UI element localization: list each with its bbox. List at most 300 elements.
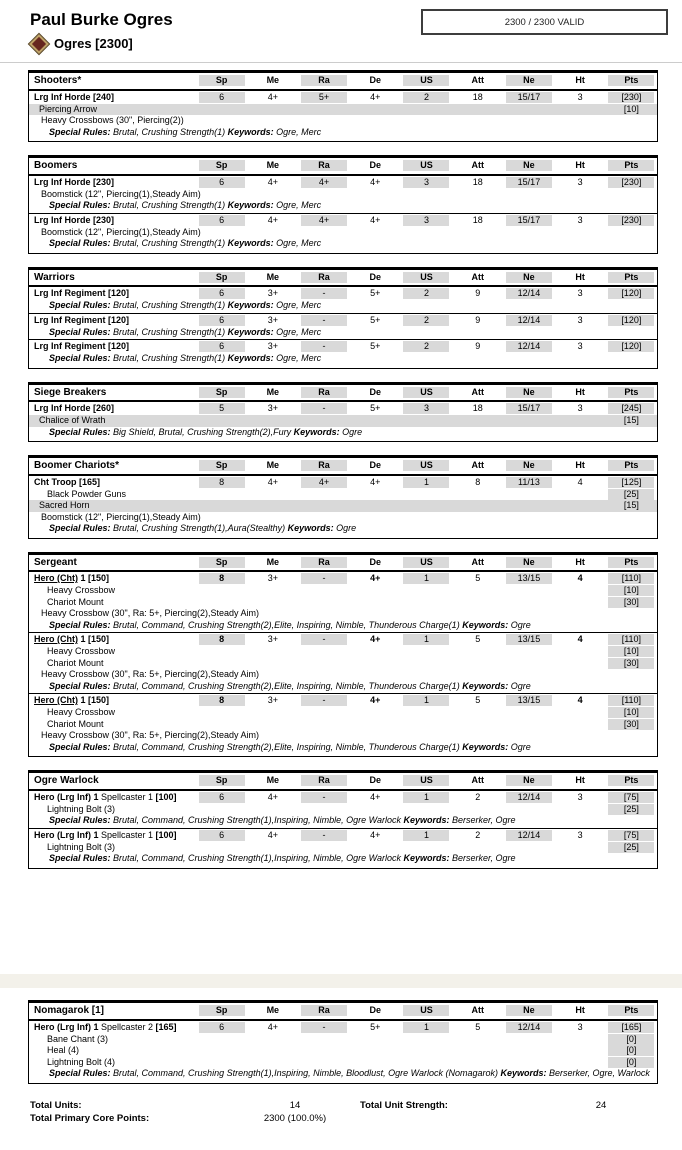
special-rules-row	[29, 127, 657, 140]
column-header	[555, 775, 606, 787]
stat-cell	[247, 573, 298, 585]
total-strength-value: 24	[595, 1100, 607, 1111]
weapon-text: Heavy Crossbows (30", Piercing(2))	[41, 115, 184, 125]
column-header	[298, 387, 349, 399]
column-header	[401, 1005, 452, 1017]
stat-cell	[452, 792, 503, 804]
points-cell	[606, 489, 657, 501]
unit-name	[29, 92, 196, 104]
column-header	[196, 1005, 247, 1017]
stat-value: Att	[471, 556, 484, 567]
option-row	[29, 804, 657, 816]
section-title: Boomer Chariots*	[34, 460, 120, 471]
keywords-list: Berserker, Ogre	[452, 815, 516, 825]
stat-value: Ra	[301, 557, 347, 568]
option-label: Lightning Bolt (3)	[47, 841, 116, 852]
stat-cell	[555, 403, 606, 415]
keywords-list: Berserker, Ogre	[452, 853, 516, 863]
option-label: Lightning Bolt (3)	[47, 803, 116, 814]
column-header	[247, 272, 298, 284]
stat-cell	[555, 315, 606, 327]
unit-name-segment: Cht Troop [165]	[34, 476, 101, 487]
stat-value: 3	[577, 214, 583, 225]
stat-value: Sp	[199, 557, 245, 568]
stat-cell	[503, 573, 554, 585]
column-header	[555, 387, 606, 399]
unit-entry	[29, 313, 657, 340]
column-header	[555, 1005, 606, 1017]
column-header	[196, 557, 247, 569]
column-header	[503, 775, 554, 787]
stat-value: 6	[199, 288, 245, 299]
column-header	[452, 75, 503, 87]
stat-value: Att	[471, 1005, 484, 1015]
option-label: Heavy Crossbow	[47, 646, 116, 656]
stat-value: US	[403, 557, 449, 568]
special-rules-text	[47, 300, 657, 313]
weapon-row	[29, 608, 657, 620]
special-rules-text	[47, 681, 657, 694]
column-header	[555, 557, 606, 569]
stat-value: 6	[199, 92, 245, 103]
points-cell	[606, 288, 657, 300]
stat-cell	[350, 403, 401, 415]
keywords-label: Keywords:	[400, 815, 452, 825]
points-cell	[606, 403, 657, 415]
stat-cell	[452, 288, 503, 300]
keywords-label: Keywords:	[225, 126, 277, 137]
stat-value: 1	[403, 573, 449, 584]
column-header	[298, 1005, 349, 1017]
diamond-icon	[29, 34, 49, 54]
weapon-row	[29, 669, 657, 681]
stat-value: 5+	[370, 1021, 381, 1032]
unit-name	[29, 634, 196, 646]
stat-value: 4	[577, 573, 583, 584]
stat-value: 3	[577, 314, 583, 325]
artefact-row	[29, 415, 657, 427]
stat-value: Ra	[301, 75, 347, 86]
stat-value: US	[403, 75, 449, 86]
column-header	[606, 775, 657, 787]
special-rules-text	[47, 353, 657, 366]
stat-value: 6	[199, 215, 245, 226]
stat-value: -	[301, 1022, 347, 1033]
stat-cell	[503, 695, 554, 707]
unit-name-segment: [100]	[155, 791, 177, 802]
stat-value: Me	[266, 75, 280, 85]
unit-row	[29, 91, 657, 104]
stat-value: 3+	[267, 695, 278, 706]
stat-cell	[503, 792, 554, 804]
stat-value: 6	[199, 830, 245, 841]
points-cell	[606, 315, 657, 327]
stat-value: Me	[266, 386, 280, 397]
points-cell	[606, 500, 657, 512]
stat-value: Pts	[608, 557, 654, 568]
stat-value: 18	[472, 176, 483, 187]
stat-value: Ne	[506, 160, 552, 171]
stat-value: 3+	[267, 634, 278, 645]
stat-value: 12/14	[506, 830, 552, 841]
stat-value: -	[301, 573, 347, 584]
unit-entry	[29, 91, 657, 140]
stat-value: [10]	[608, 646, 654, 657]
stat-cell	[196, 288, 247, 300]
stat-cell	[196, 830, 247, 842]
stat-value: [125]	[608, 477, 654, 488]
unit-name	[29, 315, 196, 327]
stat-cell	[196, 315, 247, 327]
stat-cell	[503, 341, 554, 353]
stat-value: 4+	[267, 1021, 278, 1032]
total-units-label: Total Units:	[30, 1100, 82, 1111]
stat-value: 3+	[267, 573, 278, 584]
stat-value: 5+	[370, 403, 381, 414]
stat-cell	[401, 1022, 452, 1034]
column-header	[401, 160, 452, 172]
stat-value: 4+	[370, 829, 381, 840]
column-header	[606, 75, 657, 87]
stat-value: -	[301, 695, 347, 706]
page-break-band	[0, 974, 682, 988]
special-rules-label: Special Rules:	[49, 300, 114, 310]
stat-cell	[401, 177, 452, 189]
keywords-list: Ogre, Merc	[276, 238, 322, 248]
stat-cell	[401, 215, 452, 227]
stat-value: 3	[577, 403, 583, 414]
stat-value: US	[403, 775, 449, 786]
stat-value: 9	[475, 314, 481, 325]
points-cell	[606, 1022, 657, 1034]
weapon-text: Heavy Crossbow (30", Ra: 5+, Piercing(2),Steady Aim)	[41, 730, 260, 740]
stat-cell	[555, 341, 606, 353]
stat-value: 3	[577, 91, 583, 102]
unit-name	[29, 830, 196, 842]
stat-cell	[503, 830, 554, 842]
stat-value: [230]	[608, 215, 654, 226]
unit-sections-page2	[28, 1000, 658, 1097]
stat-value: Ht	[575, 460, 585, 470]
special-rules-row	[29, 815, 657, 828]
artefact-label: Chalice of Wrath	[39, 415, 106, 425]
points-validity-badge: 2300 / 2300 VALID	[421, 9, 668, 35]
stat-value: 3	[403, 403, 449, 414]
stat-cell	[503, 477, 554, 489]
stat-value: [25]	[608, 842, 654, 853]
stat-cell	[350, 288, 401, 300]
points-cell	[606, 695, 657, 707]
special-rules-list: Brutal, Command, Crushing Strength(1),Inspiring, Nimble, Bloodlust, Ogre Warlock (Nomagarok)	[113, 1068, 499, 1078]
stat-value: 4+	[267, 791, 278, 802]
stat-cell	[452, 830, 503, 842]
option-row	[29, 1034, 657, 1046]
stat-value: Ne	[506, 272, 552, 283]
stat-value: [245]	[608, 403, 654, 414]
stat-value: Ne	[506, 1005, 552, 1016]
section-header-row	[29, 385, 657, 403]
stat-cell	[555, 477, 606, 489]
stat-value: [75]	[608, 792, 654, 803]
unit-row	[29, 214, 657, 227]
stat-cell	[298, 403, 349, 415]
stat-value: Ra	[301, 460, 347, 471]
column-header	[350, 75, 401, 87]
stat-cell	[555, 1022, 606, 1034]
stat-value: -	[301, 634, 347, 645]
stat-value: 9	[475, 288, 481, 299]
special-rules-text	[47, 238, 657, 251]
column-header	[503, 272, 554, 284]
stat-cell	[401, 573, 452, 585]
stat-value: 4+	[370, 695, 381, 706]
unit-row	[29, 402, 657, 415]
weapon-text: Heavy Crossbow (30", Ra: 5+, Piercing(2),Steady Aim)	[41, 608, 260, 618]
stat-value: [15]	[608, 500, 654, 511]
stat-value: 3	[403, 177, 449, 188]
keywords-list: Ogre	[510, 619, 531, 630]
stat-cell	[401, 403, 452, 415]
stat-value: 3	[577, 176, 583, 187]
stat-cell	[350, 92, 401, 104]
stat-value: Ht	[575, 271, 585, 282]
stat-value: Sp	[199, 387, 245, 398]
section-header-row	[29, 555, 657, 573]
keywords-list: Ogre, Merc	[276, 300, 322, 310]
unit-entry	[29, 828, 657, 866]
stat-value: 3	[577, 829, 583, 840]
unit-section	[28, 1000, 658, 1084]
stat-cell	[401, 695, 452, 707]
stat-value: [110]	[608, 695, 654, 706]
weapon-row	[29, 512, 657, 524]
unit-row	[29, 176, 657, 189]
stat-cell	[350, 1022, 401, 1034]
column-header	[298, 75, 349, 87]
stat-value: Pts	[608, 272, 654, 283]
stat-value: 4+	[267, 476, 278, 487]
unit-name	[29, 477, 196, 489]
option-label: Lightning Bolt (4)	[47, 1056, 116, 1067]
special-rules-row	[29, 742, 657, 755]
unit-name-segment: Hero (Cht)	[34, 634, 78, 645]
stat-value: [165]	[608, 1022, 654, 1033]
stat-value: -	[301, 315, 347, 326]
section-title: Nomagarok [1]	[34, 1005, 105, 1016]
stat-value: 9	[475, 341, 481, 352]
stat-cell	[247, 288, 298, 300]
unit-entry	[29, 287, 657, 313]
column-header	[555, 460, 606, 472]
column-header	[452, 272, 503, 284]
stat-value: 1	[403, 792, 449, 803]
special-rules-list: Brutal, Command, Crushing Strength(1),Inspiring, Nimble, Ogre Warlock	[113, 815, 401, 825]
unit-name-segment: Lrg Inf Horde [230]	[34, 176, 115, 187]
keywords-label: Keywords:	[225, 238, 277, 248]
stat-cell	[555, 177, 606, 189]
stat-cell	[350, 573, 401, 585]
stat-value: Pts	[608, 387, 654, 398]
special-rules-text	[47, 815, 657, 828]
unit-name-segment: Hero (Cht)	[34, 573, 78, 584]
unit-name-segment: Lrg Inf Horde [240]	[34, 91, 115, 102]
points-cell	[606, 804, 657, 816]
stat-cell	[247, 315, 298, 327]
special-rules-list: Brutal, Crushing Strength(1)	[113, 300, 226, 310]
special-rules-label: Special Rules:	[49, 815, 114, 825]
unit-name-segment: Spellcaster 1	[101, 829, 156, 840]
stat-value: 2	[403, 92, 449, 103]
special-rules-label: Special Rules:	[49, 126, 114, 137]
stat-value: De	[369, 271, 382, 282]
unit-name	[29, 695, 196, 707]
stat-value: Pts	[608, 460, 654, 471]
special-rules-text	[47, 427, 657, 440]
column-header	[401, 557, 452, 569]
stat-value: 11/13	[506, 477, 552, 488]
stat-value: Pts	[608, 160, 654, 171]
unit-name-segment: Hero (Lrg Inf) 1	[34, 1021, 101, 1032]
stat-cell	[401, 830, 452, 842]
stat-cell	[401, 477, 452, 489]
special-rules-label: Special Rules:	[49, 853, 114, 863]
stat-value: 3	[403, 215, 449, 226]
special-rules-row	[29, 523, 657, 536]
stat-value: [30]	[608, 658, 654, 669]
total-strength-label: Total Unit Strength:	[360, 1100, 448, 1111]
column-header	[196, 460, 247, 472]
column-header	[350, 460, 401, 472]
unit-entry	[29, 476, 657, 536]
special-rules-row	[29, 853, 657, 866]
unit-name-segment: Hero (Lrg Inf) 1	[34, 791, 101, 802]
stat-value: Ne	[506, 387, 552, 398]
stat-value: Ne	[506, 557, 552, 568]
stat-value: Me	[266, 271, 280, 282]
unit-row	[29, 476, 657, 489]
artefact-label: Piercing Arrow	[39, 103, 98, 114]
stat-cell	[196, 1022, 247, 1034]
column-header	[247, 775, 298, 787]
column-header	[503, 160, 554, 172]
unit-entry	[29, 339, 657, 366]
stat-value: US	[403, 160, 449, 171]
special-rules-list: Brutal, Command, Crushing Strength(2),Elite, Inspiring, Nimble, Thunderous Charge(1)	[113, 741, 460, 752]
stat-cell	[247, 215, 298, 227]
column-header	[452, 775, 503, 787]
option-row	[29, 719, 657, 731]
stat-value: 2	[403, 315, 449, 326]
stat-value: 5+	[301, 92, 347, 103]
unit-name-segment: Lrg Inf Horde [260]	[34, 403, 115, 414]
keywords-list: Ogre, Merc	[276, 200, 322, 210]
stat-cell	[452, 341, 503, 353]
column-header	[606, 1005, 657, 1017]
special-rules-row	[29, 300, 657, 313]
stat-value: 4+	[267, 829, 278, 840]
option-label: Heavy Crossbow	[47, 707, 116, 717]
stat-value: 4+	[370, 176, 381, 187]
points-cell	[606, 477, 657, 489]
stat-value: 4	[577, 634, 583, 645]
points-cell	[606, 842, 657, 854]
column-header	[247, 387, 298, 399]
column-header	[350, 775, 401, 787]
section-title: Siege Breakers	[34, 386, 107, 398]
stat-value: 5	[475, 1021, 481, 1032]
unit-name	[29, 403, 196, 415]
stat-cell	[196, 477, 247, 489]
option-label: Heal (4)	[47, 1045, 80, 1055]
stat-value: Ht	[575, 160, 585, 170]
section-header-row	[29, 73, 657, 91]
stat-value: Att	[471, 75, 484, 85]
stat-cell	[350, 341, 401, 353]
unit-name	[29, 215, 196, 227]
column-header	[606, 160, 657, 172]
keywords-label: Keywords:	[291, 426, 343, 437]
keywords-list: Ogre	[510, 680, 531, 691]
column-header	[606, 460, 657, 472]
stat-value: Att	[471, 775, 484, 785]
option-label: Heavy Crossbow	[47, 585, 116, 595]
unit-name-segment: Lrg Inf Horde [230]	[34, 214, 115, 225]
unit-row	[29, 1021, 657, 1034]
column-header	[452, 1005, 503, 1017]
stat-value: 2	[403, 288, 449, 299]
unit-name-segment: [150]	[88, 573, 110, 584]
special-rules-row	[29, 353, 657, 366]
stat-value: Att	[471, 460, 484, 470]
stat-cell	[196, 573, 247, 585]
stat-value: 3	[577, 288, 583, 299]
stat-cell	[503, 288, 554, 300]
stat-value: Ht	[575, 386, 585, 397]
stat-value: 12/14	[506, 288, 552, 299]
header-divider	[0, 62, 682, 63]
stat-value: Pts	[608, 1005, 654, 1016]
unit-section	[28, 267, 658, 369]
column-header	[555, 75, 606, 87]
stat-value: 15/17	[506, 403, 552, 414]
stat-value: -	[301, 792, 347, 803]
stat-value: 6	[199, 792, 245, 803]
weapon-text: Heavy Crossbow (30", Ra: 5+, Piercing(2),Steady Aim)	[41, 669, 260, 679]
artefact-row	[29, 500, 657, 512]
stat-cell	[247, 341, 298, 353]
keywords-list: Ogre, Merc	[276, 353, 322, 363]
unit-entry	[29, 402, 657, 439]
keywords-label: Keywords:	[400, 853, 452, 863]
unit-row	[29, 694, 657, 707]
points-cell	[606, 1045, 657, 1057]
stat-cell	[503, 403, 554, 415]
unit-name	[29, 177, 196, 189]
special-rules-list: Brutal, Crushing Strength(1),Aura(Stealthy)	[113, 523, 286, 533]
stat-value: 1	[403, 477, 449, 488]
stat-cell	[298, 1022, 349, 1034]
special-rules-label: Special Rules:	[49, 200, 114, 210]
stat-value: 3	[577, 1021, 583, 1032]
points-cell	[606, 634, 657, 646]
points-cell	[606, 707, 657, 719]
column-header	[401, 387, 452, 399]
special-rules-label: Special Rules:	[49, 326, 114, 337]
column-header	[350, 387, 401, 399]
stat-value: 5	[475, 695, 481, 706]
stat-value: 18	[472, 91, 483, 102]
page-title: Paul Burke Ogres	[30, 10, 173, 29]
